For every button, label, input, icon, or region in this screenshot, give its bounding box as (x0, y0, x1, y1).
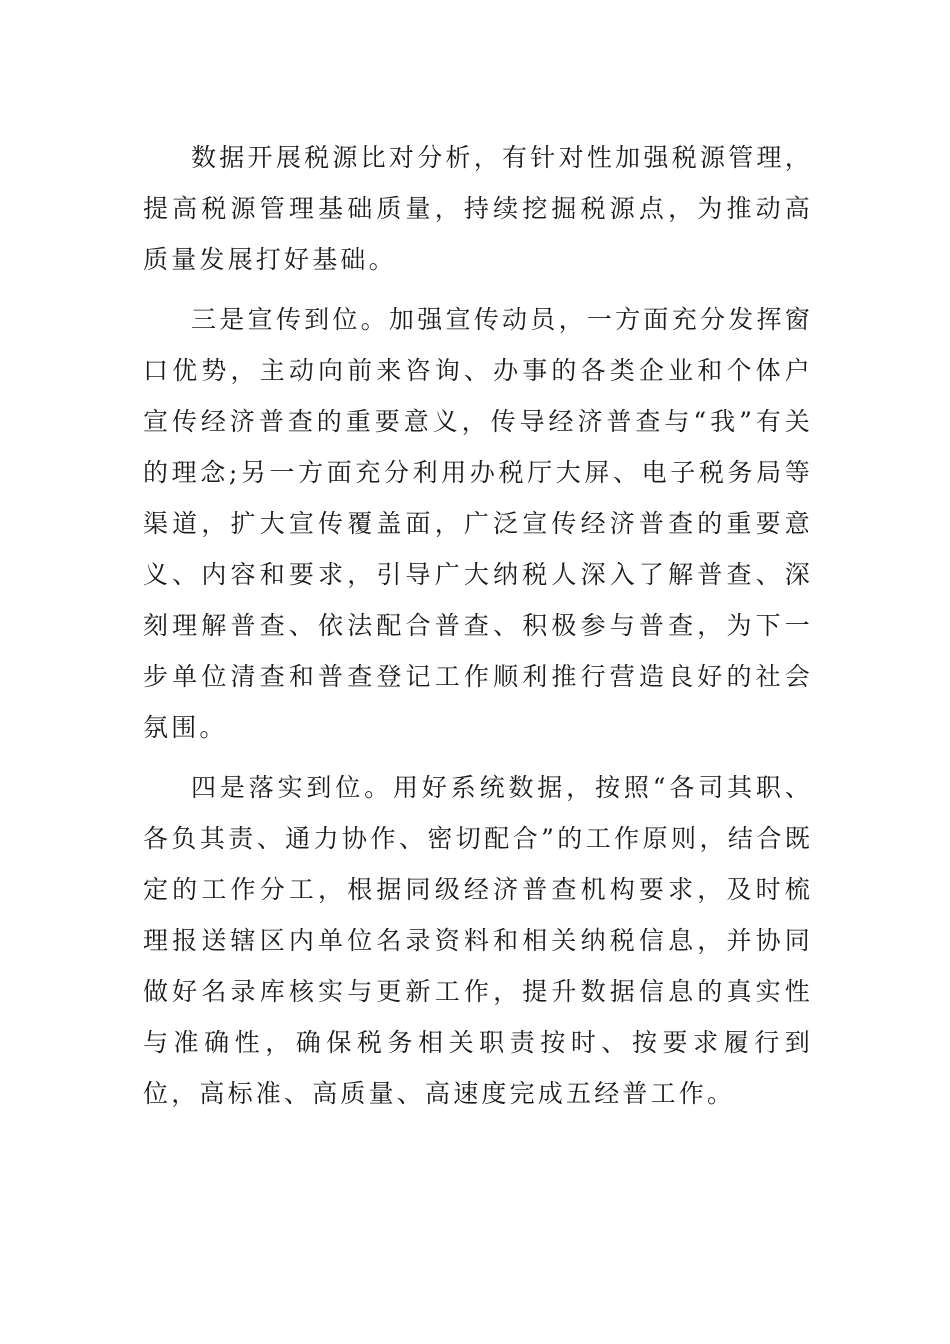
paragraph-publicity: 三是宣传到位。加强宣传动员，一方面充分发挥窗口优势，主动向前来咨询、办事的各类企业和个体户宣传经济普查的重要意义，传导经济普查与“我”有关的理念;另一方面充分利用办税厅大屏、电子税务局等渠道，扩大宣传覆盖面，广泛宣传经济普查的重要意义、内容和要求，引导广大纳税人深入了解普查、深刻理解普查、依法配合普查、积极参与普查，为下一步单位清查和普查登记工作顺利推行营造良好的社会氛围。 (143, 305, 813, 742)
paragraph-implementation: 四是落实到位。用好系统数据，按照“各司其职、各负其责、通力协作、密切配合”的工作原则，结合既定的工作分工，根据同级经济普查机构要求，及时梳理报送辖区内单位名录资料和相关纳税信息，并协同做好名录库核实与更新工作，提升数据信息的真实性与准确性，确保税务相关职责按时、按要求履行到位，高标准、高质量、高速度完成五经普工作。 (143, 773, 813, 1108)
document-body (143, 132, 813, 1128)
paragraph-tax-source: 数据开展税源比对分析，有针对性加强税源管理，提高税源管理基础质量，持续挖掘税源点，为推动高质量发展打好基础。 (143, 143, 813, 274)
